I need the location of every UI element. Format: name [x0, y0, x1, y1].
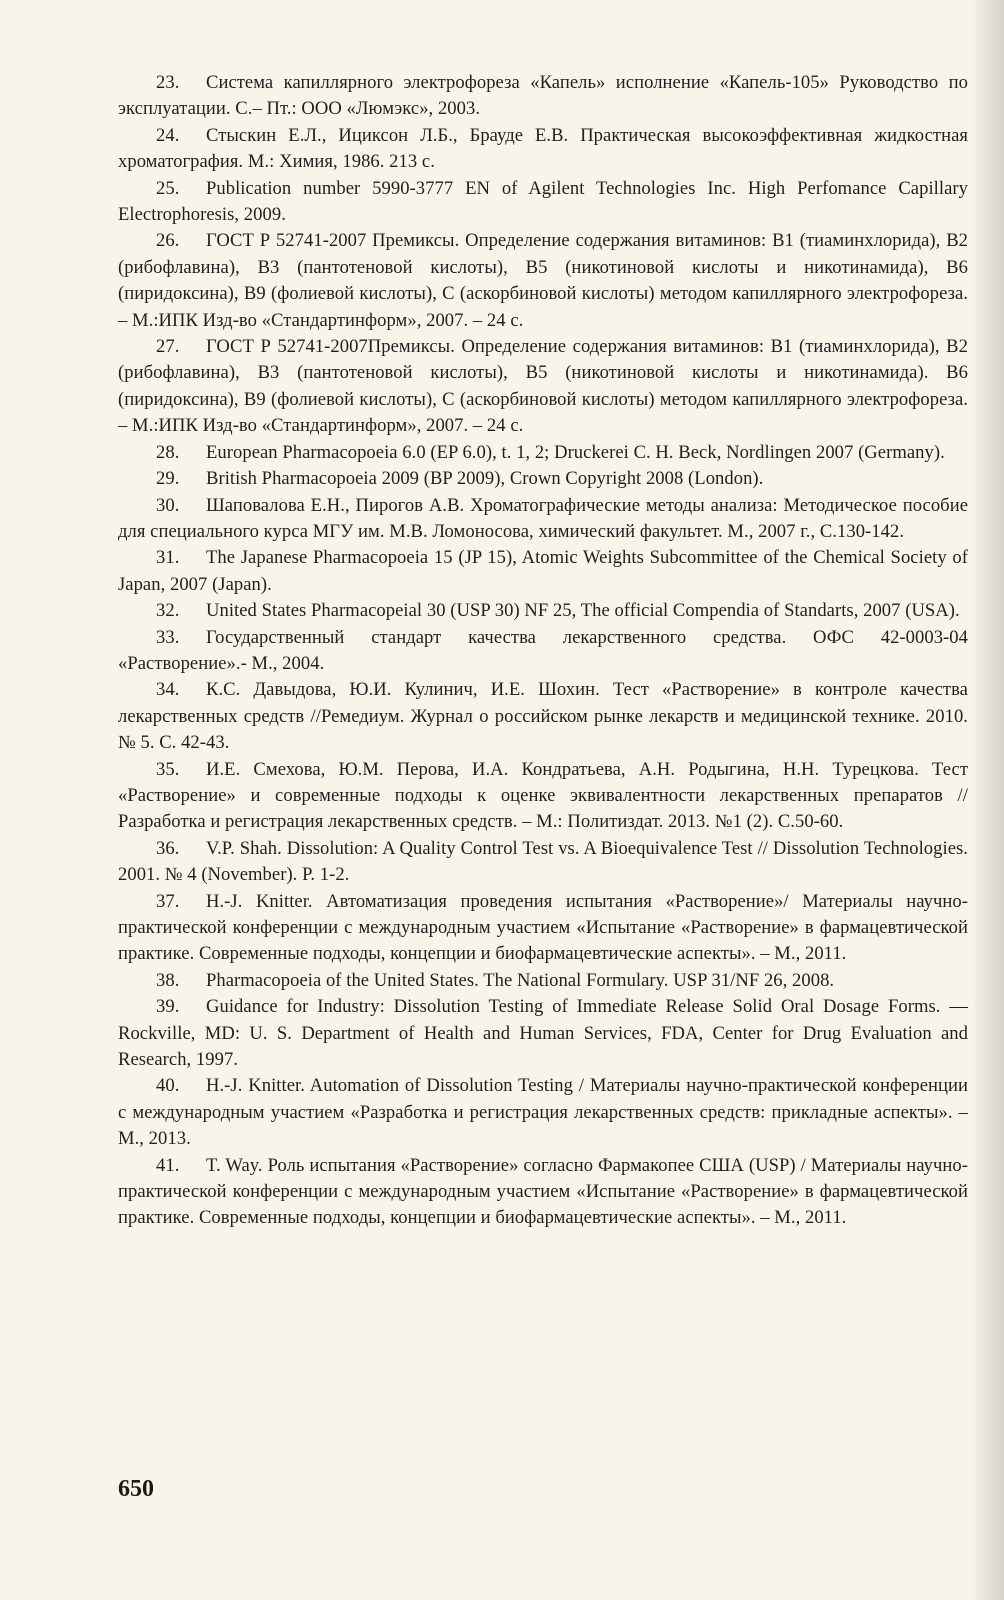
reference-number: 32.: [156, 600, 180, 622]
reference-list: [118, 70, 968, 1232]
reference-number: 37.: [156, 890, 180, 912]
reference-item: [118, 545, 968, 598]
reference-number: 41.: [156, 1154, 180, 1176]
reference-text: European Pharmacopoeia 6.0 (EP 6.0), t. 1, 2; Druckerei C. H. Beck, Nordlingen 2007 (Germany).: [206, 441, 945, 463]
reference-item: [118, 625, 968, 678]
reference-item: [118, 677, 968, 756]
reference-text: ГОСТ Р 52741-2007Премиксы. Определение содержания витаминов: В1 (тиаминхлорида), В2 (рибофлавина), В3 (пантотеновой кислоты), В5 (никотиновой кислоты и никотинамида). В6 (пиридоксина), В9 (фолиевой кислоты), С (аскорбиновой кислоты) методом капиллярного электрофореза. – М.:ИПК Изд-во «Стандартинформ», 2007. – 24 с.: [118, 336, 968, 437]
reference-item: [118, 466, 968, 492]
reference-number: 31.: [156, 547, 180, 569]
reference-item: [118, 836, 968, 889]
reference-number: 29.: [156, 468, 180, 490]
reference-number: 36.: [156, 837, 180, 859]
reference-item: [118, 440, 968, 466]
reference-number: 34.: [156, 679, 180, 701]
reference-number: 28.: [156, 441, 180, 463]
reference-text: Pharmacopoeia of the United States. The National Formulary. USP 31/NF 26, 2008.: [206, 969, 835, 991]
reference-text: United States Pharmacopeial 30 (USP 30) NF 25, The official Compendia of Standarts, 2007 (USA).: [206, 600, 960, 622]
reference-text: H.-J. Knitter. Automation of Dissolution Testing / Материалы научно-практической конференции с международным участием «Разработка и регистрация лекарственных средств: прикладные аспекты». – М., 2013.: [118, 1075, 968, 1150]
reference-text: Стыскин Е.Л., Ициксон Л.Б., Брауде Е.В. Практическая высокоэффективная жидкостная хроматография. М.: Химия, 1986. 213 с.: [118, 124, 968, 173]
reference-item: [118, 968, 968, 994]
reference-item: [118, 334, 968, 440]
reference-number: 25.: [156, 177, 180, 199]
reference-text: British Pharmacopoeia 2009 (BP 2009), Crown Copyright 2008 (London).: [206, 468, 764, 490]
reference-text: ГОСТ Р 52741-2007 Премиксы. Определение содержания витаминов: В1 (тиаминхлорида), В2 (рибофлавина), В3 (пантотеновой кислоты), В5 (никотиновой кислоты и никотинамида), В6 (пиридоксина), В9 (фолиевой кислоты), С (аскорбиновой кислоты) методом капиллярного электрофореза. – М.:ИПК Изд-во «Стандартинформ», 2007. – 24 с.: [118, 230, 968, 331]
reference-text: Guidance for Industry: Dissolution Testing of Immediate Release Solid Oral Dosage Forms. — Rockville, MD: U. S. Department of Health and Human Services, FDA, Center for Drug Evaluation and Research, 1997.: [118, 996, 968, 1071]
reference-number: 39.: [156, 996, 180, 1018]
reference-item: [118, 70, 968, 123]
reference-number: 35.: [156, 758, 180, 780]
reference-number: 33.: [156, 626, 180, 648]
reference-number: 24.: [156, 124, 180, 146]
reference-number: 27.: [156, 336, 180, 358]
reference-item: [118, 757, 968, 836]
reference-text: The Japanese Pharmacopoeia 15 (JP 15), Atomic Weights Subcommittee of the Chemical Society of Japan, 2007 (Japan).: [118, 547, 968, 595]
reference-item: [118, 176, 968, 229]
reference-text: Publication number 5990-3777 EN of Agilent Technologies Inc. High Perfomance Capillary Electrophoresis, 2009.: [118, 177, 968, 226]
reference-text: Шаповалова Е.Н., Пирогов А.В. Хроматографические методы анализа: Методическое пособие для специального курса МГУ им. М.В. Ломоносова, химический факультет. М., 2007 г., С.130-142.: [118, 494, 968, 542]
page-number: 650: [118, 1476, 154, 1502]
reference-text: Система капиллярного электрофореза «Капель» исполнение «Капель-105» Руководство по эксплуатации. С.– Пт.: ООО «Люмэкс», 2003.: [118, 72, 968, 120]
reference-item: [118, 1073, 968, 1152]
reference-number: 38.: [156, 969, 180, 991]
reference-text: Государственный стандарт качества лекарственного средства. ОФС 42-0003-04 «Растворение».- М., 2004.: [118, 626, 968, 674]
reference-number: 40.: [156, 1075, 180, 1097]
reference-item: [118, 1153, 968, 1232]
reference-number: 23.: [156, 72, 180, 93]
reference-item: [118, 994, 968, 1073]
reference-text: T. Way. Роль испытания «Растворение» согласно Фармакопее США (USP) / Материалы научно-практической конференции с международным участием «Испытание «Растворение» в фармацевтической практике. Современные подходы, концепции и биофармацевтические аспекты». – М., 2011.: [118, 1154, 968, 1229]
reference-text: К.С. Давыдова, Ю.И. Кулинич, И.Е. Шохин. Тест «Растворение» в контроле качества лекарственных средств //Ремедиум. Журнал о российском рынке лекарств и медицинской технике. 2010. № 5. С. 42-43.: [118, 679, 968, 754]
reference-item: [118, 228, 968, 334]
reference-number: 30.: [156, 494, 180, 516]
reference-item: [118, 889, 968, 968]
reference-text: V.P. Shah. Dissolution: A Quality Control Test vs. A Bioequivalence Test // Dissolution Technologies. 2001. № 4 (November). P. 1-2.: [118, 837, 968, 886]
reference-item: [118, 123, 968, 176]
reference-item: [118, 493, 968, 546]
reference-item: [118, 598, 968, 624]
reference-text: H.-J. Knitter. Автоматизация проведения испытания «Растворение»/ Материалы научно-практической конференции с международным участием «Испытание «Растворение» в фармацевтической практике. Современные подходы, концепции и биофармацевтические аспекты». – М., 2011.: [118, 890, 968, 965]
reference-number: 26.: [156, 230, 180, 252]
reference-text: И.Е. Смехова, Ю.М. Перова, И.А. Кондратьева, А.Н. Родыгина, Н.Н. Турецкова. Тест «Растворение» и современные подходы к оценке эквивалентности лекарственных препаратов // Разработка и регистрация лекарственных средств. – М.: Политиздат. 2013. №1 (2). С.50-60.: [118, 758, 968, 833]
